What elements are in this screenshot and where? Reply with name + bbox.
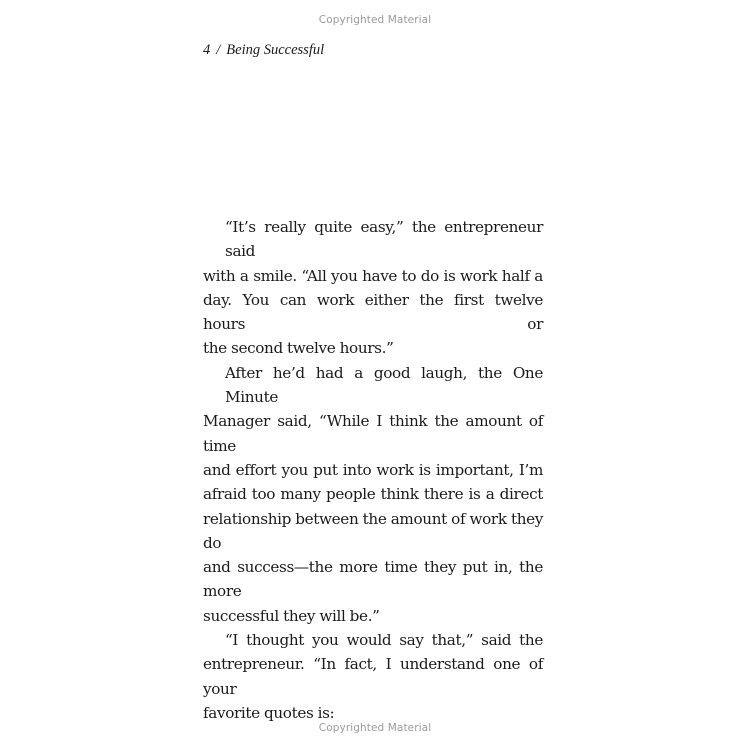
running-head-separator: / xyxy=(216,42,221,58)
copyright-watermark-bottom: Copyrighted Material xyxy=(318,722,432,734)
text-line: relationship between the amount of work they do xyxy=(203,509,543,552)
paragraph xyxy=(203,628,543,725)
text-line: afraid too many people think there is a direct xyxy=(203,485,543,504)
page-number: 4 xyxy=(203,42,211,58)
text-line: successful they will be.” xyxy=(203,606,380,625)
body-text xyxy=(203,215,543,725)
text-line: the second twelve hours.” xyxy=(203,339,394,358)
text-line: day. You can work either the first twelve hours or xyxy=(203,290,543,334)
text-line: entrepreneur. “In fact, I understand one of your xyxy=(203,655,543,698)
text-line: Manager said, “While I think the amount of time xyxy=(203,412,543,455)
paragraph xyxy=(203,215,543,361)
text-line: with a smile. “All you have to do is work half a xyxy=(203,266,543,285)
chapter-title: Being Successful xyxy=(226,42,325,58)
text-line: “I thought you would say that,” said the xyxy=(225,631,543,650)
running-head xyxy=(203,42,324,59)
text-line: After he’d had a good laugh, the One Minute xyxy=(225,363,543,407)
copyright-watermark-top: Copyrighted Material xyxy=(318,14,432,26)
text-line: and success—the more time they put in, the more xyxy=(203,558,543,601)
text-line: and effort you put into work is important, I’m xyxy=(203,460,543,479)
paragraph xyxy=(203,361,543,628)
text-line: “It’s really quite easy,” the entrepreneur said xyxy=(225,218,543,261)
text-line: favorite quotes is: xyxy=(203,703,335,722)
